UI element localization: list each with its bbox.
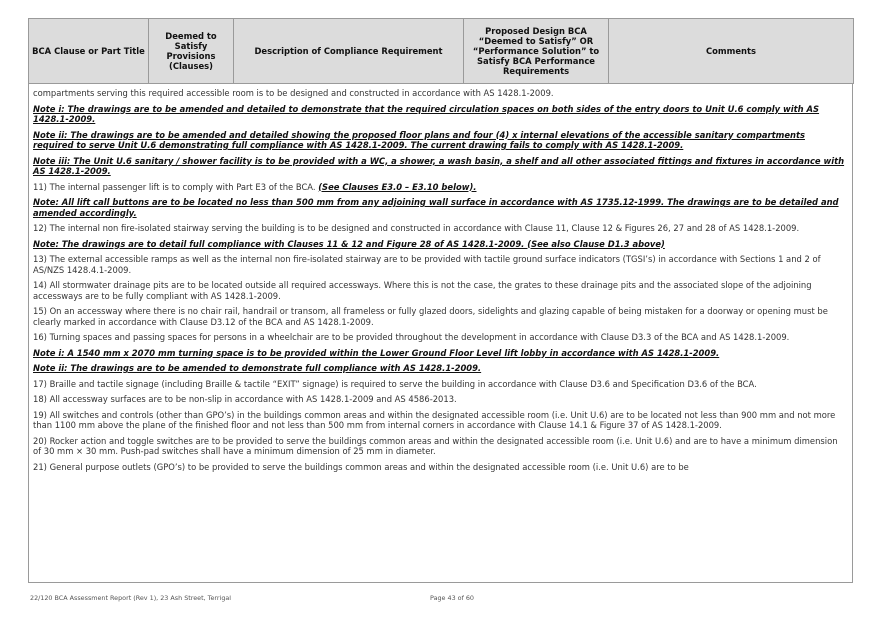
header-proposed-design: Proposed Design BCA “Deemed to Satisfy” OR “Performance Solution” to Satisfy BCA Performance Requirements [464, 19, 609, 84]
header-deemed-to-satisfy: Deemed to Satisfy Provisions (Clauses) [149, 19, 234, 84]
compliance-table-header [28, 18, 854, 84]
paragraph: 18) All accessway surfaces are to be non-slip in accordance with AS 1428.1-2009 and AS 4586-2013. [33, 394, 457, 404]
paragraph: 20) Rocker action and toggle switches are to be provided to serve the buildings common areas and within the designated accessible room (i.e. Unit U.6) and are to have a minimum dimension of 30 mm × 30 mm. Push-pad switches shall have a minimum dimension of 25 mm in diameter. [33, 435, 838, 456]
paragraph: 12) The internal non fire-isolated stairway serving the building is to be designed and constructed in accordance with Clause 11, Clause 12 & Figures 26, 27 and 28 of AS 1428.1-2009. [33, 223, 800, 233]
paragraph: 21) General purpose outlets (GPO’s) to be provided to serve the buildings common areas and within the designated accessible room (i.e. Unit U.6) are to be [33, 461, 689, 472]
note: Note i: The drawings are to be amended and detailed to demonstrate that the required circulation spaces on both sides of the entry doors to Unit U.6 comply with AS 1428.1-2009. [33, 103, 820, 124]
compliance-body [28, 84, 853, 583]
paragraph: compartments serving this required accessible room is to be designed and constructed in accordance with AS 1428.1-2009. [33, 88, 554, 98]
note: Note: All lift call buttons are to be located no less than 500 mm from any adjoining wall surface in accordance with AS 1735.12-1999. The drawings are to be detailed and amended accordingly. [33, 197, 839, 218]
paragraph-item-11 [33, 182, 848, 193]
paragraph: 13) The external accessible ramps as well as the internal non fire-isolated stairway are to be provided with tactile ground surface indicators (TGSI’s) in accordance with Sections 1 and 2 of AS/NZS 1428.4.1-2009. [33, 254, 821, 275]
header-bca-clause: BCA Clause or Part Title [29, 19, 149, 84]
paragraph: 19) All switches and controls (other than GPO’s) in the buildings common areas and within the designated accessible room (i.e. Unit U.6) are to be located not less than 900 mm and not more than 1100 mm above the plane of the finished floor and not less than 500 mm from internal corners in accordance with Clause 14.1 & Figure 37 of AS 1428.1-2009. [33, 409, 836, 430]
report-page [28, 18, 853, 583]
paragraph: 16) Turning spaces and passing spaces for persons in a wheelchair are to be provided throughout the development in accordance with Clause D3.3 of the BCA and AS 1428.1-2009. [33, 332, 790, 342]
paragraph: 17) Braille and tactile signage (including Braille & tactile “EXIT” signage) is required to serve the building in accordance with Clause D3.6 and Specification D3.6 of the BCA. [33, 378, 757, 389]
header-comments: Comments [609, 19, 854, 84]
note: Note ii: The drawings are to be amended to demonstrate full compliance with AS 1428.1-2009. [33, 363, 482, 373]
note: Note iii: The Unit U.6 sanitary / shower facility is to be provided with a WC, a shower, a wash basin, a shelf and all other associated fittings and fixtures in accordance with AS 1428.1-2009. [33, 155, 845, 176]
header-description: Description of Compliance Requirement [234, 19, 464, 84]
paragraph-text: 11) The internal passenger lift is to comply with Part E3 of the BCA. [33, 181, 316, 192]
paragraph: 15) On an accessway where there is no chair rail, handrail or transom, all frameless or fully glazed doors, sidelights and glazing capable of being mistaken for a doorway or opening must be clearly marked in accordance with Clause D3.12 of the BCA and AS 1428.1-2009. [33, 306, 828, 327]
note: Note ii: The drawings are to be amended and detailed showing the proposed floor plans and four (4) x internal elevations of the accessible sanitary compartments required to serve Unit U.6 demonstrating full compliance with AS 1428.1-2009. The current drawing fails to comply with AS 1428.1-2009. [33, 129, 805, 150]
footer-page-number: Page 43 of 60 [430, 594, 474, 602]
paragraph: 14) All stormwater drainage pits are to be located outside all required accessways. Where this is not the case, the grates to these drainage pits and the associated slope of the adjoining accessways are to be fully compliant with AS 1428.1-2009. [33, 280, 812, 301]
note: Note: The drawings are to detail full compliance with Clauses 11 & 12 and Figure 28 of AS 1428.1-2009. (See also Clause D1.3 above) [33, 238, 665, 249]
footer-report-title: 22/120 BCA Assessment Report (Rev 1), 23 Ash Street, Terrigal [30, 594, 232, 602]
note: Note i: A 1540 mm x 2070 mm turning space is to be provided within the Lower Ground Floor Level lift lobby in accordance with AS 1428.1-2009. [33, 347, 720, 358]
lift-clause-reference: (See Clauses E3.0 – E3.10 below). [318, 181, 477, 192]
